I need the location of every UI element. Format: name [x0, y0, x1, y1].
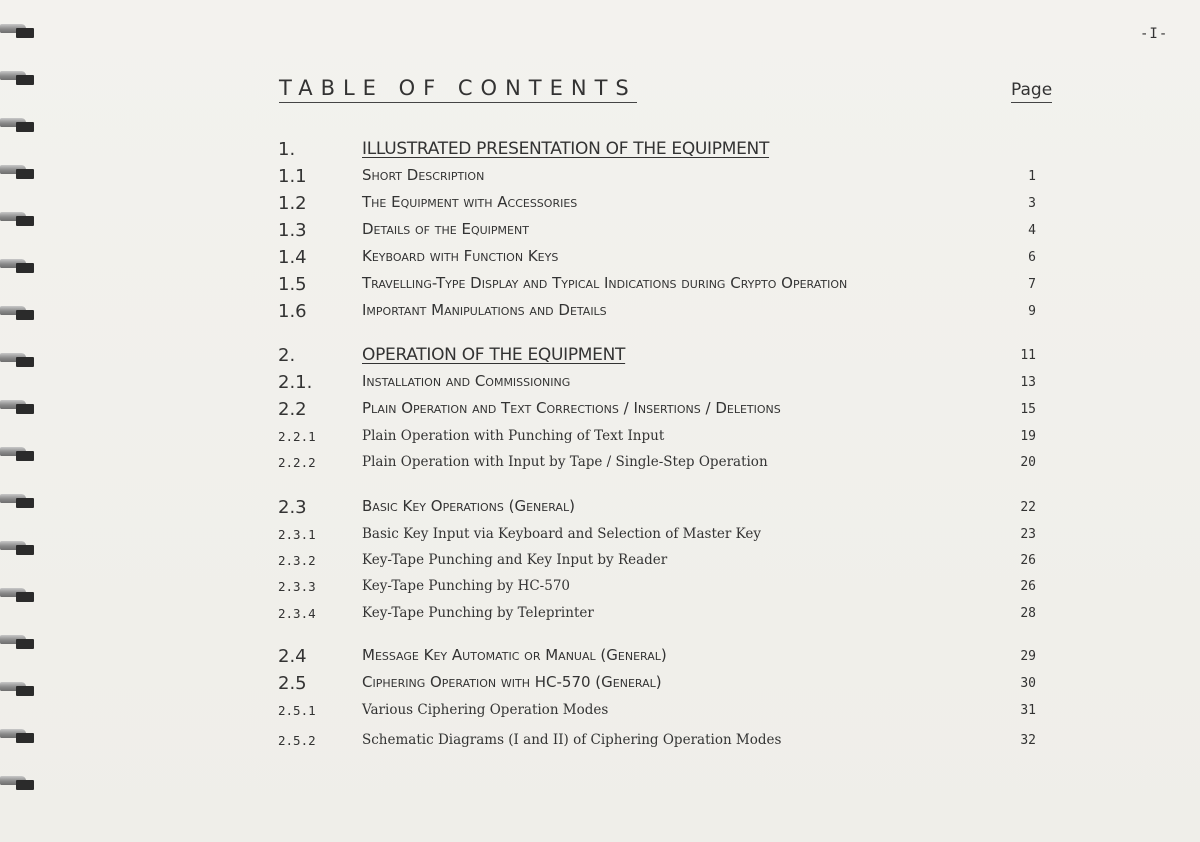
toc-entry-number: 1.3 [278, 220, 307, 241]
binding-ring [0, 22, 34, 38]
toc-entry-page: 30 [1020, 676, 1036, 691]
page-title: TABLE OF CONTENTS [279, 76, 637, 103]
toc-entry [0, 646, 1200, 672]
toc-entry-title: Keyboard with Function Keys [362, 247, 559, 265]
toc-entry-title: Basic Key Operations (General) [362, 497, 575, 515]
toc-entry [0, 576, 1200, 602]
toc-entry [0, 193, 1200, 219]
toc-entry [0, 426, 1200, 452]
toc-entry-number: 2. [278, 345, 296, 366]
toc-entry-title: Schematic Diagrams (I and II) of Ciphering Operation Modes [362, 732, 782, 748]
toc-entry-number: 1.1 [278, 166, 307, 187]
toc-entry-title: Important Manipulations and Details [362, 301, 607, 319]
toc-entry-page: 6 [1028, 250, 1036, 265]
toc-entry [0, 730, 1200, 756]
toc-entry-title: Travelling-Type Display and Typical Indications during Crypto Operation [362, 274, 848, 292]
toc-entry-page: 23 [1020, 527, 1036, 542]
toc-entry-number: 2.3 [278, 497, 307, 518]
toc-entry-page: 11 [1020, 348, 1036, 363]
toc-entry [0, 166, 1200, 192]
binding-ring [0, 116, 34, 132]
toc-entry-page: 26 [1020, 579, 1036, 594]
toc-entry-title: Message Key Automatic or Manual (General) [362, 646, 667, 664]
toc-entry [0, 301, 1200, 327]
toc-entry-title: Installation and Commissioning [362, 372, 571, 390]
toc-entry-page: 22 [1020, 500, 1036, 515]
toc-entry-page: 31 [1020, 703, 1036, 718]
toc-entry-number: 2.5.2 [278, 733, 316, 748]
toc-entry [0, 452, 1200, 478]
toc-entry-number: 2.2.2 [278, 455, 316, 470]
toc-entry-number: 2.2.1 [278, 429, 316, 444]
toc-entry-title: ILLUSTRATED PRESENTATION OF THE EQUIPMENT [362, 139, 770, 159]
toc-entry-title: Short Description [362, 166, 485, 184]
toc-entry-page: 15 [1020, 402, 1036, 417]
toc-entry [0, 700, 1200, 726]
toc-entry-title: Details of the Equipment [362, 220, 529, 238]
toc-entry [0, 139, 1200, 165]
toc-entry-title: Basic Key Input via Keyboard and Selection of Master Key [362, 526, 761, 542]
toc-entry-title: Various Ciphering Operation Modes [362, 702, 609, 718]
page-number: -I- [1140, 26, 1169, 42]
toc-entry [0, 673, 1200, 699]
toc-entry-number: 2.5 [278, 673, 307, 694]
page-column-header: Page [1011, 80, 1052, 103]
toc-entry [0, 247, 1200, 273]
toc-entry-page: 13 [1020, 375, 1036, 390]
toc-entry [0, 372, 1200, 398]
toc-entry-page: 26 [1020, 553, 1036, 568]
toc-entry-title: The Equipment with Accessories [362, 193, 578, 211]
toc-entry-number: 2.3.2 [278, 553, 316, 568]
toc-entry-number: 1.6 [278, 301, 307, 322]
toc-entry [0, 399, 1200, 425]
toc-entry-title: Key-Tape Punching and Key Input by Reader [362, 552, 668, 568]
toc-entry-number: 2.4 [278, 646, 307, 667]
toc-entry-number: 2.5.1 [278, 703, 316, 718]
toc-entry-page: 20 [1020, 455, 1036, 470]
toc-entry-number: 1.5 [278, 274, 307, 295]
toc-entry-title: Ciphering Operation with HC-570 (General) [362, 673, 662, 691]
toc-entry-number: 1.2 [278, 193, 307, 214]
toc-entry [0, 220, 1200, 246]
toc-entry-title: Key-Tape Punching by HC-570 [362, 578, 571, 594]
toc-entry-number: 1. [278, 139, 296, 160]
toc-entry-number: 2.3.1 [278, 527, 316, 542]
toc-entry [0, 524, 1200, 550]
toc-entry-number: 2.3.4 [278, 606, 316, 621]
toc-entry-title: Key-Tape Punching by Teleprinter [362, 605, 594, 621]
toc-entry [0, 603, 1200, 629]
toc-entry-number: 1.4 [278, 247, 307, 268]
toc-entry-title: Plain Operation with Input by Tape / Single-Step Operation [362, 454, 768, 470]
toc-entry-number: 2.1. [278, 372, 313, 393]
toc-entry [0, 497, 1200, 523]
toc-entry-number: 2.3.3 [278, 579, 316, 594]
toc-entry [0, 550, 1200, 576]
binding-ring [0, 774, 34, 790]
toc-entry-number: 2.2 [278, 399, 307, 420]
toc-entry-page: 32 [1020, 733, 1036, 748]
toc-entry-page: 4 [1028, 223, 1036, 238]
toc-entry-title: OPERATION OF THE EQUIPMENT [362, 345, 626, 365]
toc-entry-page: 9 [1028, 304, 1036, 319]
toc-entry-title: Plain Operation with Punching of Text Input [362, 428, 665, 444]
toc-entry [0, 274, 1200, 300]
toc-entry-page: 7 [1028, 277, 1036, 292]
toc-entry-page: 19 [1020, 429, 1036, 444]
toc-entry-page: 3 [1028, 196, 1036, 211]
toc-entry [0, 345, 1200, 371]
toc-entry-page: 1 [1028, 169, 1036, 184]
binding-ring [0, 69, 34, 85]
toc-entry-page: 28 [1020, 606, 1036, 621]
toc-entry-title: Plain Operation and Text Corrections / Insertions / Deletions [362, 399, 781, 417]
toc-entry-page: 29 [1020, 649, 1036, 664]
